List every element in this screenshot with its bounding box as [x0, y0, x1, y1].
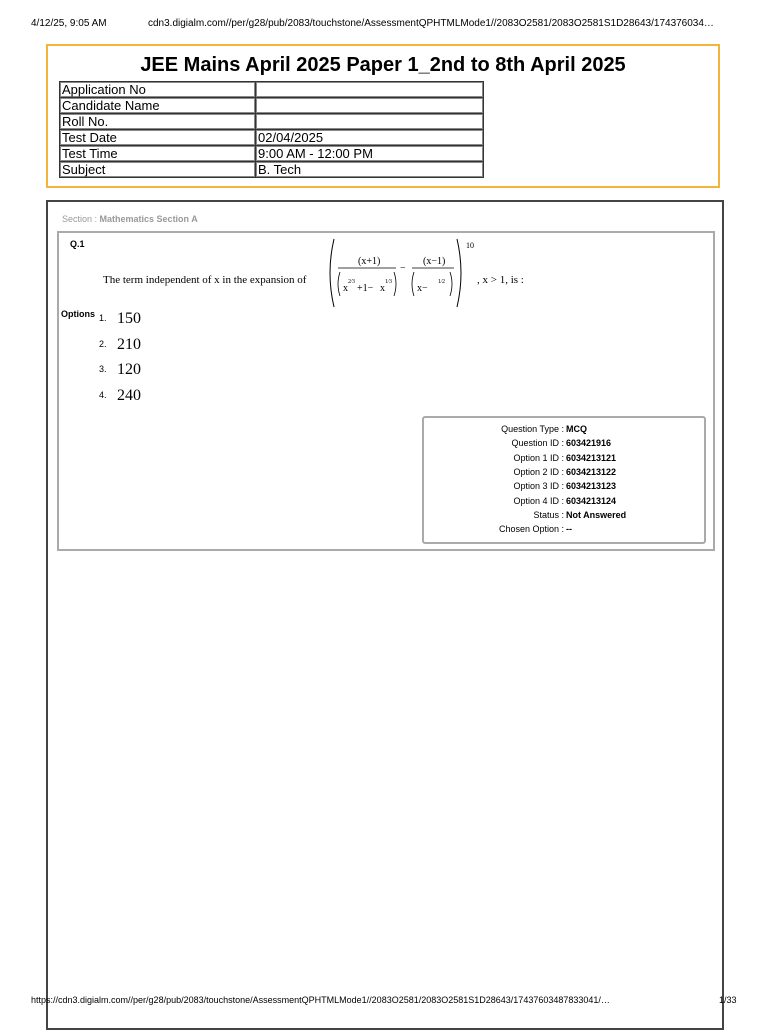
print-url: cdn3.digialm.com//per/g28/pub/2083/touchstone/AssessmentQPHTMLMode1//2083O2581/2083O2581S1D28643/174376034… [148, 18, 714, 29]
option-number: 1. [99, 313, 107, 323]
option-value: 210 [117, 336, 141, 353]
meta-value: 6034213123 [566, 481, 617, 491]
option-number: 2. [99, 339, 107, 349]
option-value: 120 [117, 361, 141, 378]
meta-key: Option 4 ID : [513, 496, 564, 506]
meta-value: 6034213124 [566, 496, 617, 506]
options-label: Options [61, 309, 95, 319]
meta-key: Status : [533, 510, 564, 520]
option-value: 150 [117, 310, 141, 327]
question-formula [326, 237, 486, 309]
question-tail: , x > 1, is : [477, 274, 524, 286]
info-value [256, 114, 484, 130]
info-value: B. Tech [256, 162, 484, 178]
denominator-1-x2: x [380, 283, 385, 294]
denominator-1-paren-left [338, 272, 340, 296]
denominator-1-mid: +1− [357, 283, 374, 294]
question-text [103, 274, 306, 286]
exam-title: JEE Mains April 2025 Paper 1_2nd to 8th April 2025 [140, 54, 626, 76]
denominator-1-exp-a: 2⁄3 [348, 279, 356, 285]
footer-url: https://cdn3.digialm.com//per/g28/pub/2083/touchstone/AssessmentQPHTMLMode1//2083O2581/2083O2581S1D28643/17437603487833041/… [31, 995, 610, 1005]
numerator-2: (x−1) [423, 256, 446, 267]
print-datetime: 4/12/25, 9:05 AM [31, 18, 107, 29]
info-key: Test Date [60, 130, 256, 146]
info-value [256, 82, 484, 98]
meta-value: 603421916 [566, 438, 612, 448]
question-panel [57, 231, 715, 551]
meta-option-4-id [424, 496, 704, 510]
page-number: 1/33 [719, 995, 737, 1005]
info-row-candidate-name [60, 98, 484, 114]
candidate-info-table [59, 81, 484, 178]
outer-paren-left [330, 239, 334, 307]
info-value: 02/04/2025 [256, 130, 484, 146]
meta-value: Not Answered [566, 510, 627, 520]
denominator-2-body: x− [417, 283, 428, 294]
meta-key: Option 3 ID : [513, 481, 564, 491]
minus-sign: − [400, 263, 406, 274]
question-text-body: The term independent of x in the expansion of [103, 274, 307, 286]
meta-key: Option 2 ID : [513, 467, 564, 477]
info-value [256, 98, 484, 114]
info-value: 9:00 AM - 12:00 PM [256, 146, 484, 162]
meta-key: Question Type : [501, 424, 564, 434]
section-container [46, 200, 724, 1030]
denominator-2-paren-left [412, 272, 414, 296]
meta-key: Option 1 ID : [513, 453, 564, 463]
meta-key: Chosen Option : [498, 524, 564, 534]
meta-status [424, 510, 704, 524]
info-key: Test Time [60, 146, 256, 162]
info-row-subject [60, 162, 484, 178]
option-number: 3. [99, 364, 107, 374]
question-meta-box [422, 416, 706, 544]
denominator-1-x: x [343, 283, 348, 294]
meta-chosen-option [424, 524, 704, 538]
meta-value: 6034213122 [566, 467, 617, 477]
info-key: Candidate Name [60, 98, 256, 114]
print-footer [0, 995, 768, 1011]
numerator-1: (x+1) [358, 256, 381, 267]
info-row-roll-no [60, 114, 484, 130]
info-key: Roll No. [60, 114, 256, 130]
question-number: Q.1 [70, 239, 85, 249]
meta-value: -- [566, 524, 572, 534]
option-number: 4. [99, 390, 107, 400]
meta-value: 6034213121 [566, 453, 617, 463]
denominator-1-exp-b: 1⁄3 [385, 279, 393, 285]
info-row-test-date [60, 130, 484, 146]
info-row-application-no [60, 82, 484, 98]
denominator-2-exp: 1⁄2 [438, 279, 446, 285]
outer-paren-right [457, 239, 461, 307]
option-value: 240 [117, 387, 141, 404]
denominator-2-paren-right [450, 272, 452, 296]
meta-option-3-id [424, 481, 704, 495]
print-header [0, 0, 768, 44]
section-prefix: Section : [62, 214, 100, 224]
exam-info-box [46, 44, 720, 188]
info-row-test-time [60, 146, 484, 162]
meta-value: MCQ [566, 424, 587, 434]
meta-key: Question ID : [511, 438, 564, 448]
denominator-1-paren-right [394, 272, 396, 296]
section-name: Mathematics Section A [99, 214, 198, 224]
info-key: Subject [60, 162, 256, 178]
info-key: Application No [60, 82, 256, 98]
meta-option-1-id [424, 453, 704, 467]
meta-option-2-id [424, 467, 704, 481]
meta-question-id [424, 438, 704, 452]
exponent-label: 10 [466, 241, 474, 250]
section-label [62, 214, 198, 224]
meta-question-type [424, 424, 704, 438]
